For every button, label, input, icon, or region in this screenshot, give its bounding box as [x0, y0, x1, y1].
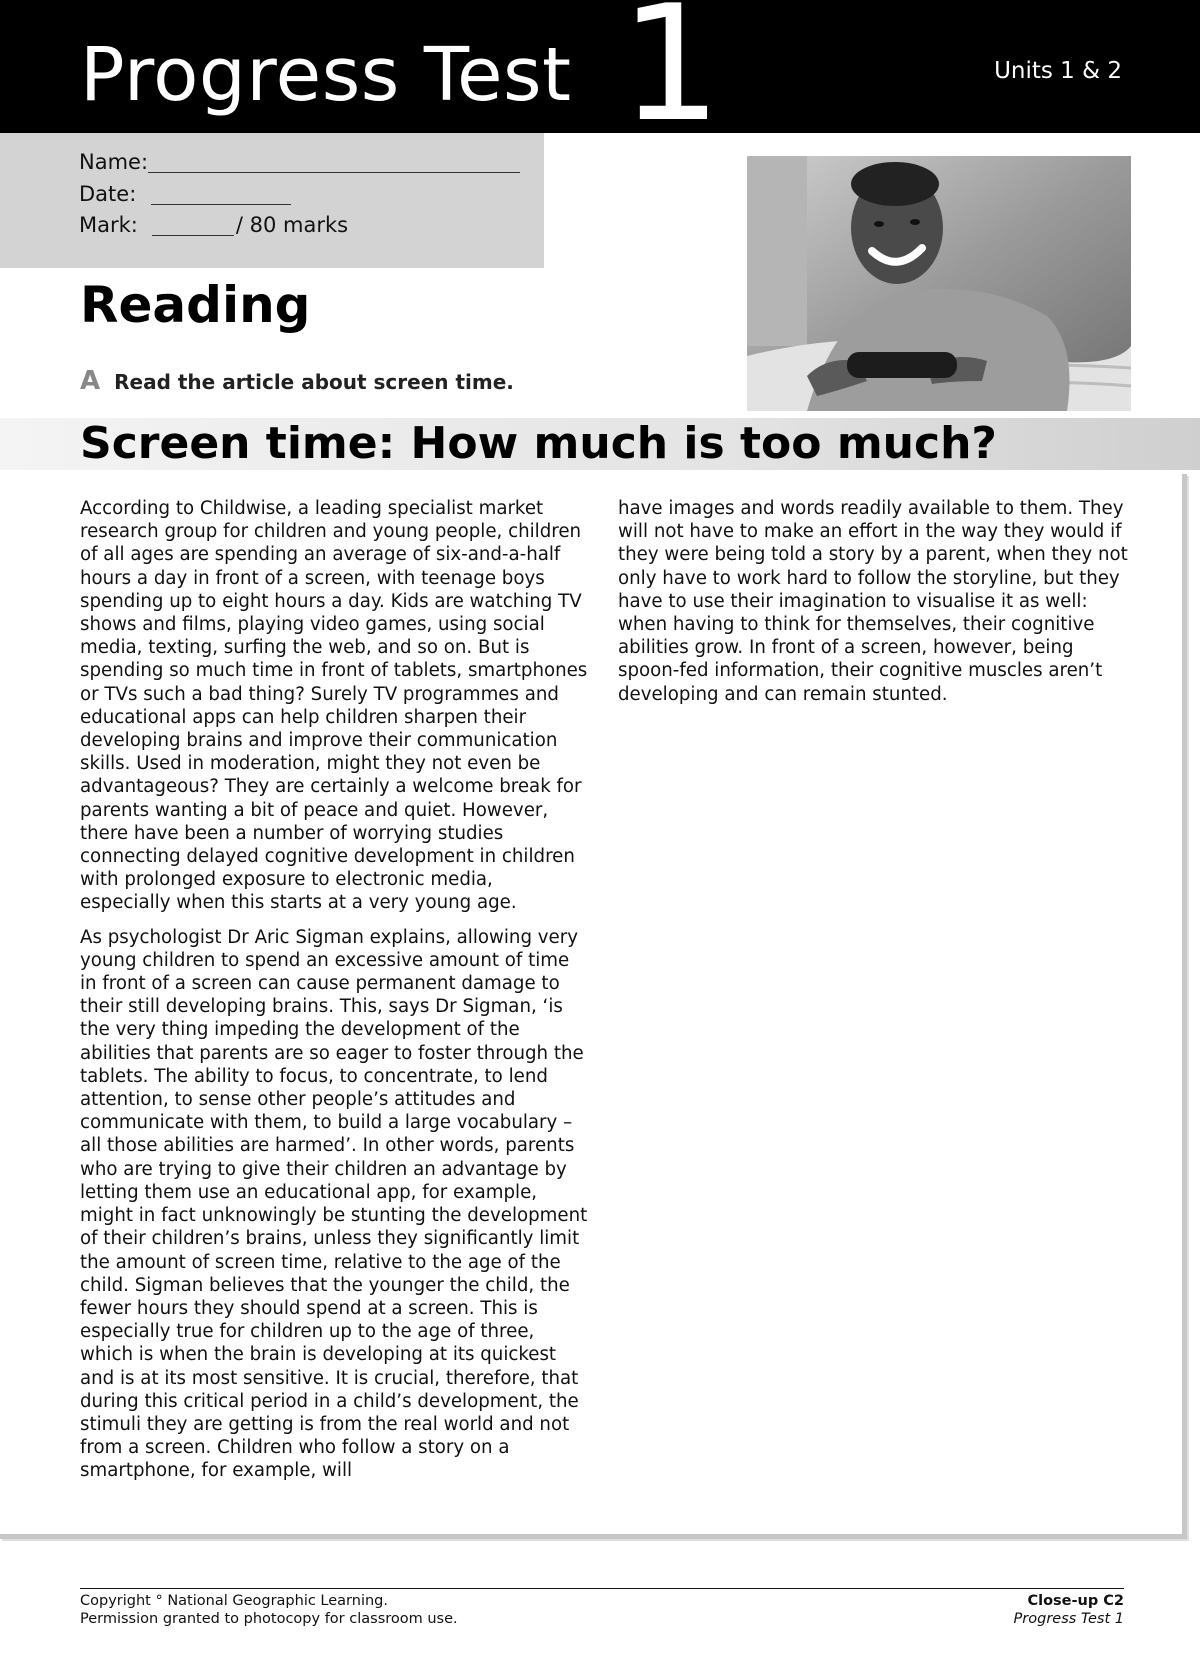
instruction-a [80, 366, 514, 396]
mark-label: Mark: [79, 213, 138, 237]
instruction-text: Read the article about screen time. [114, 370, 514, 394]
date-label: Date: [79, 182, 137, 206]
mark-field[interactable] [152, 217, 234, 236]
units-label: Units 1 & 2 [994, 58, 1122, 84]
name-row [79, 152, 520, 173]
footer-divider [80, 1588, 1124, 1589]
photo-boy-gaming [747, 156, 1131, 411]
article-column-2 [618, 497, 1133, 717]
footer-copyright [80, 1592, 458, 1628]
copyright-text: Copyright ° National Geographic Learning. [80, 1593, 388, 1609]
article-column-1 [80, 497, 588, 1494]
test-number: 1 [620, 0, 722, 157]
section-heading: Reading [80, 276, 311, 334]
photo-illustration [747, 156, 1131, 411]
article-title: Screen time: How much is too much? [80, 418, 997, 469]
permission-text: Permission granted to photocopy for classroom use. [80, 1611, 458, 1627]
article-paragraph: have images and words readily available to them. They will not have to make an effort in the way they would if they were being told a story by a parent, when they not only have to work hard to follow the storyline, but they have to use their imagination to visualise it as well: when having to think for themselves, their cognitive abilities grow. In front of a screen, however, being spoon-fed information, their cognitive muscles aren’t developing and can remain stunted. [618, 498, 1128, 705]
name-label: Name: [79, 150, 149, 174]
name-field[interactable] [148, 154, 520, 173]
book-title: Close-up C2 [1027, 1593, 1124, 1609]
test-label: Progress Test 1 [1013, 1611, 1124, 1627]
instruction-letter: A [80, 366, 101, 396]
footer-book-info [1014, 1592, 1124, 1628]
date-field[interactable] [151, 186, 291, 205]
article-paragraph: As psychologist Dr Aric Sigman explains, allowing very young children to spend an excessive amount of time in front of a screen can cause permanent damage to their still developing brains. This, says Dr Sigman, ‘is the very thing impeding the development of the abilities that parents are so eager to foster through the tablets. The ability to focus, to concentrate, to lend attention, to sense other people’s attitudes and communicate with them, to build a large vocabulary – all those abilities are harmed’. In other words, parents who are trying to give their children an advantage by letting them use an educational app, for example, might in fact unknowingly be stunting the development of their children’s brains, unless they significantly limit the amount of screen time, relative to the age of the child. Sigman believes that the younger the child, the fewer hours they should spend at a screen. This is especially true for children up to the age of three, which is when the brain is developing at its quickest and is at its most sensitive. It is crucial, therefore, that during this critical period in a child’s development, the stimuli they are getting is from the real world and not from a screen. Children who follow a story on a smartphone, for example, will [80, 926, 588, 1482]
mark-row [79, 215, 348, 236]
article-paragraph: According to Childwise, a leading specialist market research group for children and young people, children of all ages are spending an average of six-and-a-half hours a day in front of a screen, with teenage boys spending up to eight hours a day. Kids are watching TV shows and films, playing video games, using social media, texting, surfing the web, and so on. But is spending so much time in front of tablets, smartphones or TVs such a bad thing? Surely TV programmes and educational apps can help children sharpen their developing brains and improve their communication skills. Used in moderation, might they not even be advantageous? They are certainly a welcome break for parents wanting a bit of peace and quiet. However, there have been a number of worrying studies connecting delayed cognitive development in children with prolonged exposure to electronic media, especially when this starts at a very young age. [80, 498, 588, 914]
page-title: Progress Test [80, 32, 572, 118]
date-row [79, 184, 291, 205]
marks-total: / 80 marks [235, 213, 349, 237]
